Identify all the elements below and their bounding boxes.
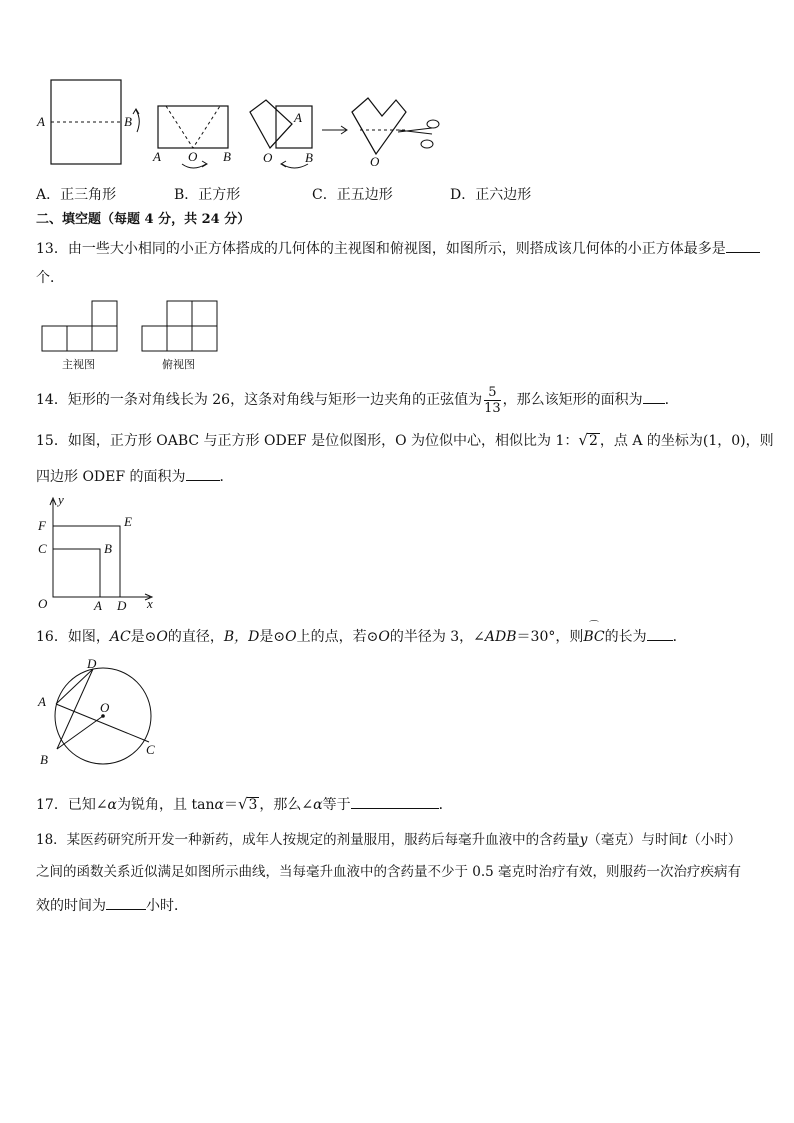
fold-step2-label-o: O xyxy=(188,149,198,164)
front-view-grid xyxy=(42,301,117,351)
q15-label-y: y xyxy=(58,492,64,507)
fold-step1-rect xyxy=(51,80,121,164)
fold-step2-arrow-icon xyxy=(182,164,206,168)
top-view-caption: 俯视图 xyxy=(162,358,195,371)
q15-label-b: B xyxy=(104,541,112,556)
scissors-icon xyxy=(398,120,439,148)
q13-line1: 13．由一些大小相同的小正方体搭成的几何体的主视图和俯视图，如图所示，则搭成该几何体的小正方体最多是 xyxy=(36,238,760,259)
front-view-caption: 主视图 xyxy=(62,358,95,371)
q14-answer-blank[interactable] xyxy=(643,389,665,404)
q16-label-c: C xyxy=(146,742,155,757)
q16-chord-ad xyxy=(56,669,93,704)
fold-step2-rect xyxy=(158,106,228,148)
q16-chord-bd xyxy=(57,669,93,749)
q17-answer-blank[interactable] xyxy=(351,794,439,809)
q16-circle-figure xyxy=(34,654,164,770)
paper-fold-figure xyxy=(30,72,450,172)
q16-answer-blank[interactable] xyxy=(647,626,673,641)
q15-answer-blank[interactable] xyxy=(186,466,220,481)
q15-similar-squares-figure xyxy=(34,492,164,614)
q12-option-d[interactable]: D．正六边形 xyxy=(450,187,532,203)
q14-fraction: $\frac{5}{13}$ xyxy=(484,384,501,416)
fold-step2-label-a: A xyxy=(153,149,161,164)
fold-step2-dashed-v xyxy=(166,106,220,148)
q15-square-oabc xyxy=(53,549,100,597)
q17-line: 17．已知∠α为锐角，且 tanα＝√3 ，那么∠α等于 ． xyxy=(36,795,453,813)
fold-step3-label-a: A xyxy=(294,110,302,125)
q15-line2: 四边形 ODEF 的面积为 ． xyxy=(36,466,234,487)
q13-views-figure xyxy=(36,296,236,374)
q12-option-a[interactable]: A．正三角形 xyxy=(36,187,117,203)
q16-label-b: B xyxy=(40,752,48,767)
q16-line: 16．如图，AC是⊙O的直径，B，D是⊙O上的点，若⊙O的半径为 3，∠ADB＝30°，则 ⌒ BC的长为 ． xyxy=(36,621,687,645)
q13-answer-blank[interactable] xyxy=(726,238,760,253)
fold-step3-shape xyxy=(250,100,292,148)
fold-step2-label-b: B xyxy=(223,149,231,164)
fold-step4-label-o: O xyxy=(370,154,380,169)
fold-step1-label-b: B xyxy=(124,114,132,129)
fold-step1-label-a: A xyxy=(37,114,45,129)
q16-label-d: D xyxy=(87,656,97,671)
q15-label-o: O xyxy=(38,596,48,611)
q14-line: 14．矩形的一条对角线长为 26，这条对角线与矩形一边夹角的正弦值为 $\frac{5}{13}$ ，那么该矩形的面积为 . xyxy=(36,384,670,416)
top-view-grid xyxy=(142,301,217,351)
q15-line1: 15．如图，正方形 OABC 与正方形 ODEF 是位似图形，O 为位似中心，相似比为 1：√2 ，点 A 的坐标为(1，0)，则 xyxy=(36,431,774,449)
q12-option-c[interactable]: C．正五边形 xyxy=(312,187,393,203)
q16-label-a: A xyxy=(38,694,46,709)
fold-step3-label-o: O xyxy=(263,150,273,165)
q16-label-o: O xyxy=(100,700,110,715)
q15-label-e: E xyxy=(124,514,132,529)
section2-title: 二、填空题（每题 4 分，共 24 分） xyxy=(36,212,251,227)
q15-label-f: F xyxy=(38,518,46,533)
q18-line1: 18．某医药研究所开发一种新药，成年人按规定的剂量服用，服药后每毫升血液中的含药量y（毫克）与时间t（小时） xyxy=(36,832,742,848)
q18-line3: 效的时间为 小时． xyxy=(36,895,188,916)
q15-label-c: C xyxy=(38,541,47,556)
q15-label-d: D xyxy=(117,598,127,613)
q16-arc-bc: ⌒ BC xyxy=(583,621,605,645)
q13-line2: 个． xyxy=(36,270,64,286)
q12-option-b[interactable]: B．正方形 xyxy=(174,187,241,203)
q15-label-a: A xyxy=(94,598,102,613)
fold-step3-label-b: B xyxy=(305,150,313,165)
q18-answer-blank[interactable] xyxy=(106,895,146,910)
q15-label-x: x xyxy=(147,596,153,611)
q15-square-odef xyxy=(53,526,120,597)
q18-line2: 之间的函数关系近似满足如图所示曲线，当每毫升血液中的含药量不少于 0.5 毫克时治疗有效，则服药一次治疗疾病有 xyxy=(36,864,742,880)
